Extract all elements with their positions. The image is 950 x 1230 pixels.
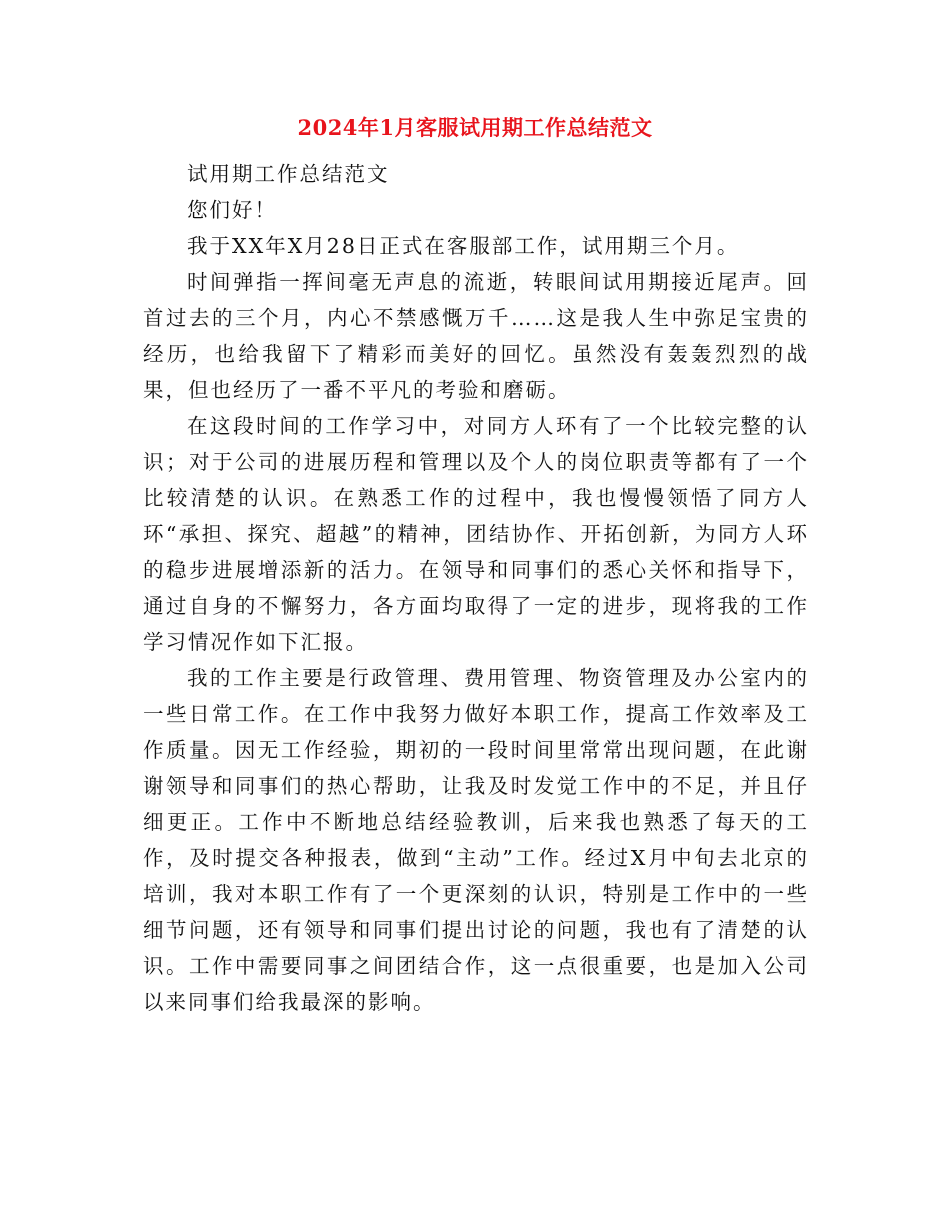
document-title: 2024年1月客服试用期工作总结范文	[297, 115, 653, 140]
paragraph-company-understanding: 在这段时间的工作学习中，对同方人环有了一个比较完整的认识；对于公司的进展历程和管理以及个人的岗位职责等都有了一个比较清楚的认识。在熟悉工作的过程中，我也慢慢领悟了同方人环“承担、探究、超越”的精神，团结协作、开拓创新，为同方人环的稳步进展增添新的活力。在领导和同事们的悉心关怀和指导下，通过自身的不懈努力，各方面均取得了一定的进步，现将我的工作学习情况作如下汇报。	[143, 414, 809, 654]
paragraph-reflection: 时间弹指一挥间毫无声息的流逝，转眼间试用期接近尾声。回首过去的三个月，内心不禁感慨万千……这是我人生中弥足宝贵的经历，也给我留下了精彩而美好的回忆。虽然没有轰轰烈烈的战果，但也经历了一番不平凡的考验和磨砺。	[143, 270, 809, 402]
paragraph-subtitle: 试用期工作总结范文	[187, 162, 390, 186]
paragraph-greeting: 您们好！	[187, 198, 277, 222]
paragraph-start-date: 我于XX年X月28日正式在客服部工作，试用期三个月。	[187, 234, 740, 258]
document-body	[143, 156, 809, 1020]
paragraph-work-duties: 我的工作主要是行政管理、费用管理、物资管理及办公室内的一些日常工作。在工作中我努力做好本职工作，提高工作效率及工作质量。因无工作经验，期初的一段时间里常常出现问题，在此谢谢领导和同事们的热心帮助，让我及时发觉工作中的不足，并且仔细更正。工作中不断地总结经验教训，后来我也熟悉了每天的工作，及时提交各种报表，做到“主动”工作。经过X月中旬去北京的培训，我对本职工作有了一个更深刻的认识，特别是工作中的一些细节问题，还有领导和同事们提出讨论的问题，我也有了清楚的认识。工作中需要同事之间团结合作，这一点很重要，也是加入公司以来同事们给我最深的影响。	[143, 666, 809, 1014]
